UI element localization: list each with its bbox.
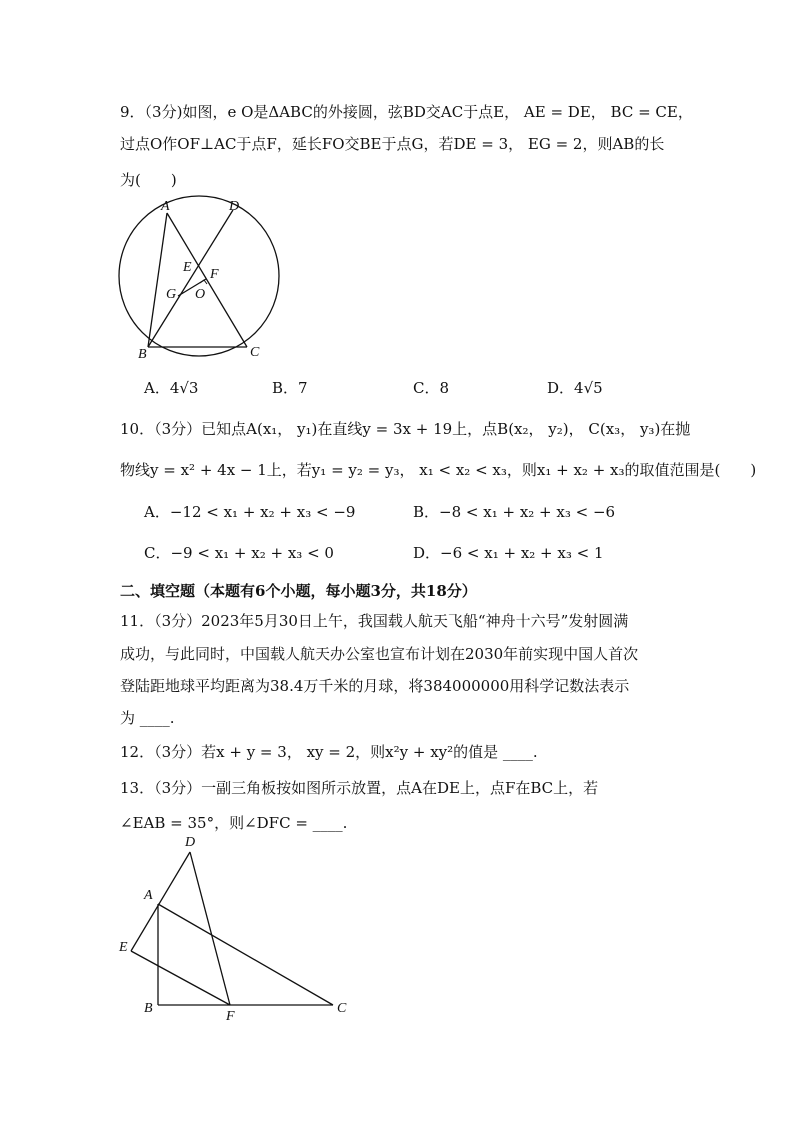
q9-line-3: 为( ) <box>120 171 177 189</box>
q10-option-b: B．−8 < x₁ + x₂ + x₃ < −6 <box>413 503 616 521</box>
q9-line-2: 过点O作OF⊥AC于点F，延长FO交BE于点G，若DE = 3， EG = 2，则AB的长 <box>120 135 665 153</box>
q13-line-1: 13．（3分）一副三角板按如图所示放置，点A在DE上，点F在BC上，若 <box>120 779 599 797</box>
q11-line-2: 成功，与此同时，中国载人航天办公室也宣布计划在2030年前实现中国人首次 <box>120 645 639 663</box>
q9-option-a: A．4√3 <box>144 379 199 397</box>
label-A: A <box>161 199 170 214</box>
segment-AC <box>158 904 333 1005</box>
q9-option-b: B．7 <box>272 379 308 397</box>
q13-triangle-figure <box>110 830 360 1025</box>
q10-line-2: 物线y = x² + 4x − 1上，若y₁ = y₂ = y₃， x₁ < x₂ < x₃，则x₁ + x₂ + x₃的取值范围是( ) <box>120 461 757 479</box>
right-angle-mark <box>200 280 207 284</box>
label-D: D <box>185 835 196 850</box>
q11-line-3: 登陆距地球平均距离为38.4万千米的月球，将384000000用科学记数法表示 <box>120 677 630 695</box>
label-F: F <box>210 267 219 282</box>
q10-option-a: A．−12 < x₁ + x₂ + x₃ < −9 <box>144 503 356 521</box>
segment-AC <box>167 213 247 347</box>
segment-DF <box>190 852 230 1005</box>
label-G: G <box>166 287 177 302</box>
q11-line-1: 11．（3分）2023年5月30日上午，我国载人航天飞船“神舟十六号”发射圆满 <box>120 612 629 630</box>
q10-line-1: 10．（3分）已知点A(x₁， y₁)在直线y = 3x + 19上，点B(x₂， y₂)， C(x₃， y₃)在抛 <box>120 420 691 438</box>
label-D: D <box>229 199 240 214</box>
chord-BD <box>148 210 233 347</box>
label-C: C <box>337 1001 347 1016</box>
q13-line-2: ∠EAB = 35°，则∠DFC = ____. <box>120 814 348 832</box>
label-F: F <box>226 1009 235 1024</box>
section-2-title: 二、填空题（本题有6个小题，每小题3分，共18分） <box>120 582 477 600</box>
q11-line-4: 为 ____. <box>120 709 175 727</box>
circumcircle <box>119 196 279 356</box>
segment-DE <box>131 852 190 951</box>
label-C: C <box>250 345 260 360</box>
label-B: B <box>144 1001 153 1016</box>
label-A: A <box>144 888 153 903</box>
label-E: E <box>119 940 128 955</box>
q9-line-1: 9．（3分)如图，e O是ΔABC的外接圆，弦BD交AC于点E， AE = DE， BC = CE， <box>120 103 693 121</box>
q9-option-d: D．4√5 <box>547 379 603 397</box>
segment-AB <box>148 213 167 347</box>
q10-option-d: D．−6 < x₁ + x₂ + x₃ < 1 <box>413 544 604 562</box>
label-B: B <box>138 347 147 362</box>
label-O: O <box>195 287 206 302</box>
label-E: E <box>183 260 192 275</box>
segment-EF <box>131 951 230 1005</box>
q9-option-c: C．8 <box>413 379 450 397</box>
q12-line-1: 12．（3分）若x + y = 3， xy = 2，则x²y + xy²的值是 ____. <box>120 743 538 761</box>
q9-circle-figure <box>110 192 310 367</box>
q10-option-c: C．−9 < x₁ + x₂ + x₃ < 0 <box>144 544 334 562</box>
